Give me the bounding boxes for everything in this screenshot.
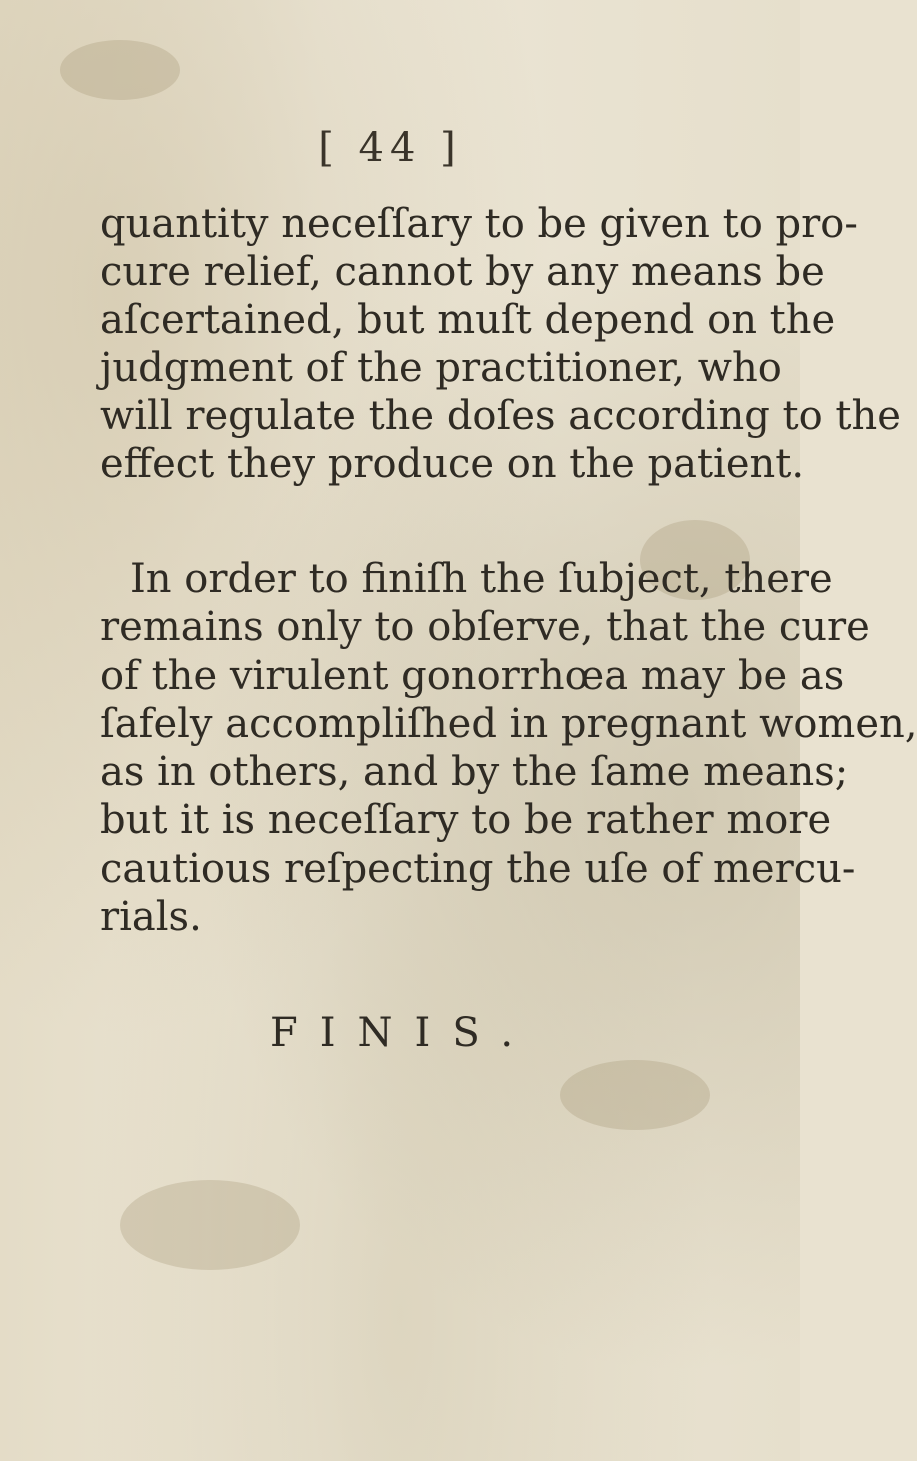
text-line: but it is neceſſary to be rather more [100, 797, 832, 844]
finis-heading: FINIS. [270, 1010, 536, 1056]
paragraph-conclusion [100, 555, 917, 941]
text-line: judgment of the practitioner, who [100, 345, 782, 391]
text-line: will regulate the doſes according to the [100, 393, 901, 439]
page-number: [ 44 ] [318, 125, 462, 171]
text-line: cure relief, cannot by any means be [100, 249, 825, 295]
text-line: cautious reſpecting the uſe of mercu- [100, 845, 856, 892]
paper-stain [560, 1060, 710, 1130]
text-line: rials. [100, 894, 202, 941]
text-line: In order to finiſh the ſubject, there [130, 556, 833, 602]
text-line: quantity neceſſary to be given to pro- [100, 201, 858, 247]
paragraph-dosage [100, 200, 901, 488]
paper-stain [120, 1180, 300, 1270]
text-line: effect they produce on the patient. [100, 441, 805, 487]
text-line: remains only to obſerve, that the cure [100, 604, 870, 651]
text-line: of the virulent gonorrhœa may be as [100, 652, 845, 699]
paper-stain [60, 40, 180, 100]
text-line: ſafely accompliſhed in pregnant women, [100, 700, 917, 747]
text-line: aſcertained, but muſt depend on the [100, 297, 836, 343]
text-line: as in others, and by the ſame means; [100, 749, 849, 796]
